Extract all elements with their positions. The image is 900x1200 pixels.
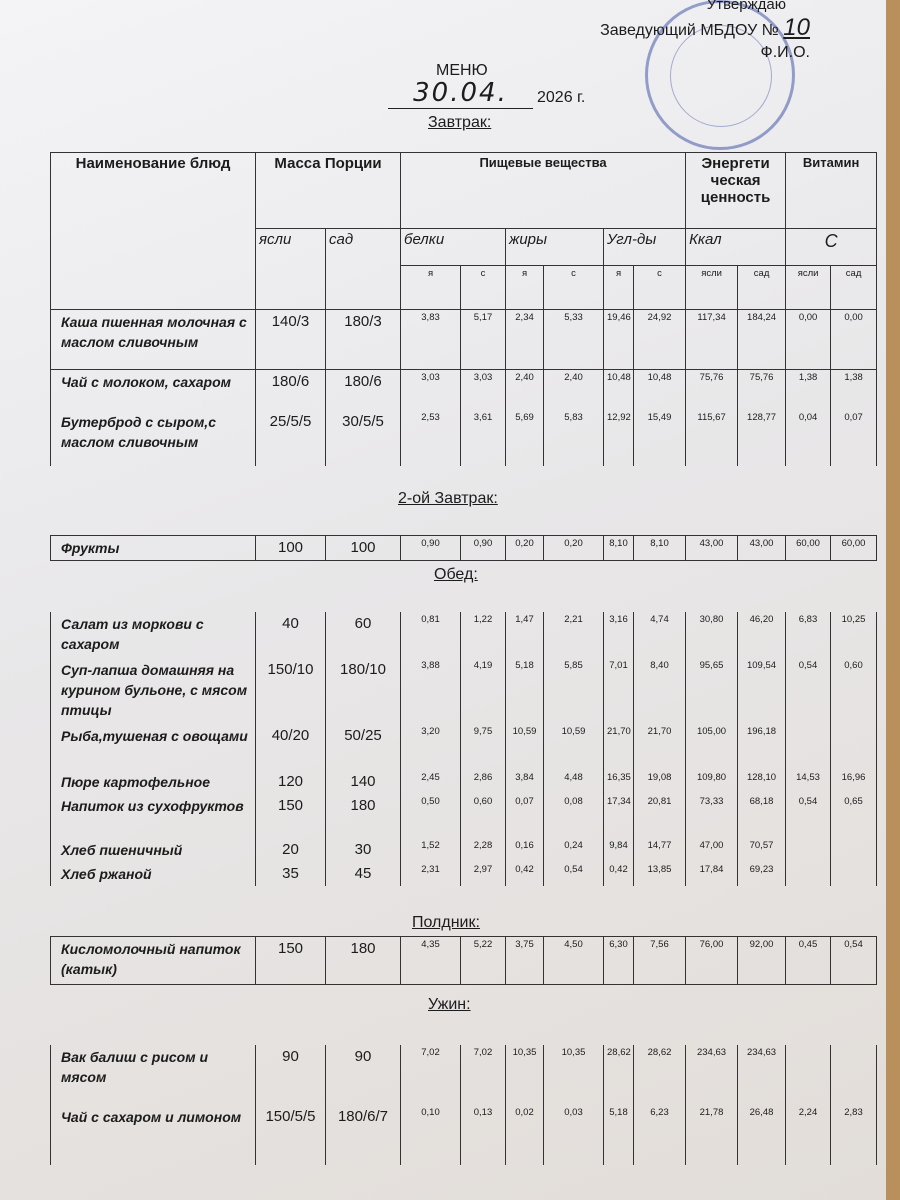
vit-c-sad bbox=[831, 862, 877, 886]
fat-s: 5,85 bbox=[544, 658, 604, 724]
carbs-ya: 28,62 bbox=[604, 1045, 634, 1105]
portion-sad: 90 bbox=[326, 1045, 401, 1105]
carbs-s: 7,56 bbox=[634, 937, 686, 985]
carbs-ya: 7,01 bbox=[604, 658, 634, 724]
fat-s: 0,54 bbox=[544, 862, 604, 886]
dish-row bbox=[51, 536, 877, 561]
portion-yasli: 120 bbox=[256, 770, 326, 794]
protein-ya: 1,52 bbox=[401, 838, 461, 862]
fat-s: 0,24 bbox=[544, 838, 604, 862]
protein-s: 3,03 bbox=[461, 370, 506, 410]
kcal-sad: 43,00 bbox=[738, 536, 786, 561]
portion-sad: 30 bbox=[326, 838, 401, 862]
menu-date: 30.04. bbox=[388, 78, 533, 109]
portion-yasli: 100 bbox=[256, 536, 326, 561]
col-header-nutrients: Пищевые вещества bbox=[401, 153, 686, 229]
dish-row bbox=[51, 770, 877, 794]
fat-s: 0,20 bbox=[544, 536, 604, 561]
carbs-ya: 12,92 bbox=[604, 410, 634, 466]
fat-ya: 0,42 bbox=[506, 862, 544, 886]
portion-sad: 45 bbox=[326, 862, 401, 886]
fat-s: 2,21 bbox=[544, 612, 604, 658]
protein-ya: 0,50 bbox=[401, 794, 461, 838]
dish-name: Бутерброд с сыром,с маслом сливочным bbox=[51, 410, 256, 466]
protein-s: 7,02 bbox=[461, 1045, 506, 1105]
portion-sad: 180 bbox=[326, 794, 401, 838]
portion-yasli: 150/5/5 bbox=[256, 1105, 326, 1165]
portion-yasli: 150 bbox=[256, 937, 326, 985]
fat-s: 4,48 bbox=[544, 770, 604, 794]
fat-s: 10,35 bbox=[544, 1045, 604, 1105]
protein-ya: 2,31 bbox=[401, 862, 461, 886]
dish-name: Салат из моркови с сахаром bbox=[51, 612, 256, 658]
vit-c-yasli bbox=[786, 838, 831, 862]
portion-yasli: 150 bbox=[256, 794, 326, 838]
dish-name: Фрукты bbox=[51, 536, 256, 561]
dish-row bbox=[51, 1045, 877, 1105]
protein-ya: 2,53 bbox=[401, 410, 461, 466]
portion-yasli: 150/10 bbox=[256, 658, 326, 724]
vit-c-yasli bbox=[786, 862, 831, 886]
col-header-kcal: Ккал bbox=[686, 229, 786, 266]
kcal-sad: 92,00 bbox=[738, 937, 786, 985]
head-line bbox=[600, 14, 810, 42]
dish-row bbox=[51, 310, 877, 370]
head-number: 10 bbox=[783, 14, 810, 41]
dish-row bbox=[51, 658, 877, 724]
kcal-sad: 109,54 bbox=[738, 658, 786, 724]
fat-ya: 0,07 bbox=[506, 794, 544, 838]
sub-ya: я bbox=[604, 266, 634, 310]
carbs-s: 13,85 bbox=[634, 862, 686, 886]
carbs-ya: 0,42 bbox=[604, 862, 634, 886]
carbs-s: 6,23 bbox=[634, 1105, 686, 1165]
kcal-yasli: 234,63 bbox=[686, 1045, 738, 1105]
protein-ya: 0,90 bbox=[401, 536, 461, 561]
carbs-s: 14,77 bbox=[634, 838, 686, 862]
meal-title-snack: Полдник: bbox=[412, 914, 480, 931]
meal-title-lunch: Обед: bbox=[434, 566, 478, 583]
dish-name: Хлеб пшеничный bbox=[51, 838, 256, 862]
kcal-yasli: 75,76 bbox=[686, 370, 738, 410]
vit-c-sad: 0,00 bbox=[831, 310, 877, 370]
sub-sad: сад bbox=[831, 266, 877, 310]
head-label: Заведующий МБДОУ № bbox=[600, 22, 779, 39]
fat-ya: 2,40 bbox=[506, 370, 544, 410]
vit-c-sad bbox=[831, 724, 877, 770]
meal-title-second-breakfast: 2-ой Завтрак: bbox=[398, 490, 498, 507]
dish-name: Чай с сахаром и лимоном bbox=[51, 1105, 256, 1165]
kcal-yasli: 17,84 bbox=[686, 862, 738, 886]
sub-s: с bbox=[544, 266, 604, 310]
kcal-yasli: 30,80 bbox=[686, 612, 738, 658]
vit-c-sad: 0,54 bbox=[831, 937, 877, 985]
kcal-yasli: 109,80 bbox=[686, 770, 738, 794]
vit-c-yasli: 14,53 bbox=[786, 770, 831, 794]
portion-sad: 180/3 bbox=[326, 310, 401, 370]
fat-ya: 10,35 bbox=[506, 1045, 544, 1105]
kcal-yasli: 43,00 bbox=[686, 536, 738, 561]
col-header-vitamin: Витамин bbox=[786, 153, 877, 229]
protein-ya: 0,10 bbox=[401, 1105, 461, 1165]
fat-s: 4,50 bbox=[544, 937, 604, 985]
col-header-yasli: ясли bbox=[256, 229, 326, 310]
fat-s: 10,59 bbox=[544, 724, 604, 770]
fat-ya: 0,20 bbox=[506, 536, 544, 561]
sub-ya: я bbox=[401, 266, 461, 310]
kcal-yasli: 95,65 bbox=[686, 658, 738, 724]
kcal-sad: 128,77 bbox=[738, 410, 786, 466]
dish-row bbox=[51, 862, 877, 886]
vit-c-yasli: 0,00 bbox=[786, 310, 831, 370]
dish-row bbox=[51, 410, 877, 466]
fat-ya: 3,84 bbox=[506, 770, 544, 794]
kcal-yasli: 47,00 bbox=[686, 838, 738, 862]
portion-yasli: 35 bbox=[256, 862, 326, 886]
dish-row bbox=[51, 1105, 877, 1165]
kcal-sad: 234,63 bbox=[738, 1045, 786, 1105]
vit-c-yasli: 1,38 bbox=[786, 370, 831, 410]
portion-sad: 180 bbox=[326, 937, 401, 985]
fat-ya: 1,47 bbox=[506, 612, 544, 658]
carbs-ya: 9,84 bbox=[604, 838, 634, 862]
sub-ya: я bbox=[506, 266, 544, 310]
protein-s: 9,75 bbox=[461, 724, 506, 770]
vit-c-sad: 0,65 bbox=[831, 794, 877, 838]
sub-yasli: ясли bbox=[686, 266, 738, 310]
col-header-carbs: Угл-ды bbox=[604, 229, 686, 266]
fat-ya: 5,18 bbox=[506, 658, 544, 724]
protein-s: 1,22 bbox=[461, 612, 506, 658]
protein-ya: 3,03 bbox=[401, 370, 461, 410]
carbs-s: 10,48 bbox=[634, 370, 686, 410]
carbs-s: 8,40 bbox=[634, 658, 686, 724]
vit-c-yasli bbox=[786, 724, 831, 770]
kcal-yasli: 117,34 bbox=[686, 310, 738, 370]
dinner-table bbox=[50, 1045, 877, 1165]
fat-ya: 3,75 bbox=[506, 937, 544, 985]
vit-c-yasli: 60,00 bbox=[786, 536, 831, 561]
fat-ya: 0,16 bbox=[506, 838, 544, 862]
protein-ya: 3,20 bbox=[401, 724, 461, 770]
breakfast-table bbox=[50, 152, 877, 466]
carbs-s: 8,10 bbox=[634, 536, 686, 561]
dish-name: Чай с молоком, сахаром bbox=[51, 370, 256, 410]
protein-s: 3,61 bbox=[461, 410, 506, 466]
protein-ya: 3,83 bbox=[401, 310, 461, 370]
protein-s: 2,28 bbox=[461, 838, 506, 862]
carbs-s: 24,92 bbox=[634, 310, 686, 370]
col-header-sad: сад bbox=[326, 229, 401, 310]
protein-s: 2,86 bbox=[461, 770, 506, 794]
kcal-yasli: 76,00 bbox=[686, 937, 738, 985]
sub-s: с bbox=[634, 266, 686, 310]
approve-label: Утверждаю bbox=[706, 0, 786, 13]
carbs-ya: 10,48 bbox=[604, 370, 634, 410]
protein-ya: 3,88 bbox=[401, 658, 461, 724]
fat-ya: 5,69 bbox=[506, 410, 544, 466]
col-header-vit-c: С bbox=[786, 229, 877, 266]
portion-yasli: 40 bbox=[256, 612, 326, 658]
dish-name: Рыба,тушеная с овощами bbox=[51, 724, 256, 770]
carbs-s: 28,62 bbox=[634, 1045, 686, 1105]
fat-ya: 0,02 bbox=[506, 1105, 544, 1165]
portion-sad: 60 bbox=[326, 612, 401, 658]
portion-yasli: 140/3 bbox=[256, 310, 326, 370]
protein-s: 5,22 bbox=[461, 937, 506, 985]
lunch-table bbox=[50, 612, 877, 886]
portion-sad: 30/5/5 bbox=[326, 410, 401, 466]
sub-yasli: ясли bbox=[786, 266, 831, 310]
portion-sad: 180/6/7 bbox=[326, 1105, 401, 1165]
fat-s: 2,40 bbox=[544, 370, 604, 410]
vit-c-sad: 60,00 bbox=[831, 536, 877, 561]
meal-title-dinner: Ужин: bbox=[428, 996, 471, 1013]
col-header-name: Наименование блюд bbox=[51, 153, 256, 310]
vit-c-sad: 2,83 bbox=[831, 1105, 877, 1165]
fat-ya: 10,59 bbox=[506, 724, 544, 770]
dish-name: Напиток из сухофруктов bbox=[51, 794, 256, 838]
kcal-sad: 70,57 bbox=[738, 838, 786, 862]
fat-ya: 2,34 bbox=[506, 310, 544, 370]
dish-name: Кисломолочный напиток (катык) bbox=[51, 937, 256, 985]
vit-c-sad: 10,25 bbox=[831, 612, 877, 658]
kcal-sad: 26,48 bbox=[738, 1105, 786, 1165]
dish-name: Вак балиш с рисом и мясом bbox=[51, 1045, 256, 1105]
carbs-s: 4,74 bbox=[634, 612, 686, 658]
vit-c-yasli bbox=[786, 1045, 831, 1105]
carbs-s: 20,81 bbox=[634, 794, 686, 838]
portion-sad: 180/10 bbox=[326, 658, 401, 724]
kcal-sad: 75,76 bbox=[738, 370, 786, 410]
fat-s: 5,83 bbox=[544, 410, 604, 466]
menu-year: 2026 г. bbox=[537, 89, 586, 106]
second-breakfast-table bbox=[50, 535, 877, 561]
carbs-ya: 8,10 bbox=[604, 536, 634, 561]
protein-s: 4,19 bbox=[461, 658, 506, 724]
dish-row bbox=[51, 937, 877, 985]
protein-ya: 4,35 bbox=[401, 937, 461, 985]
vit-c-yasli: 0,54 bbox=[786, 794, 831, 838]
dish-row bbox=[51, 724, 877, 770]
kcal-yasli: 115,67 bbox=[686, 410, 738, 466]
dish-row bbox=[51, 794, 877, 838]
kcal-sad: 196,18 bbox=[738, 724, 786, 770]
carbs-s: 21,70 bbox=[634, 724, 686, 770]
portion-yasli: 20 bbox=[256, 838, 326, 862]
protein-s: 5,17 bbox=[461, 310, 506, 370]
kcal-yasli: 21,78 bbox=[686, 1105, 738, 1165]
protein-ya: 2,45 bbox=[401, 770, 461, 794]
vit-c-yasli: 0,04 bbox=[786, 410, 831, 466]
dish-name: Хлеб ржаной bbox=[51, 862, 256, 886]
portion-sad: 100 bbox=[326, 536, 401, 561]
vit-c-yasli: 6,83 bbox=[786, 612, 831, 658]
fio-label: Ф.И.О. bbox=[760, 44, 810, 61]
carbs-ya: 6,30 bbox=[604, 937, 634, 985]
protein-ya: 7,02 bbox=[401, 1045, 461, 1105]
dish-row bbox=[51, 370, 877, 410]
sub-s: с bbox=[461, 266, 506, 310]
dish-row bbox=[51, 838, 877, 862]
carbs-ya: 17,34 bbox=[604, 794, 634, 838]
fat-s: 0,03 bbox=[544, 1105, 604, 1165]
carbs-s: 15,49 bbox=[634, 410, 686, 466]
kcal-sad: 68,18 bbox=[738, 794, 786, 838]
portion-sad: 50/25 bbox=[326, 724, 401, 770]
protein-s: 0,90 bbox=[461, 536, 506, 561]
carbs-ya: 16,35 bbox=[604, 770, 634, 794]
portion-yasli: 90 bbox=[256, 1045, 326, 1105]
dish-row bbox=[51, 612, 877, 658]
kcal-sad: 69,23 bbox=[738, 862, 786, 886]
portion-yasli: 25/5/5 bbox=[256, 410, 326, 466]
vit-c-sad bbox=[831, 838, 877, 862]
col-header-energy: Энергети ческая ценность bbox=[686, 153, 786, 229]
kcal-yasli: 105,00 bbox=[686, 724, 738, 770]
vit-c-sad: 16,96 bbox=[831, 770, 877, 794]
carbs-ya: 5,18 bbox=[604, 1105, 634, 1165]
vit-c-yasli: 0,54 bbox=[786, 658, 831, 724]
kcal-sad: 46,20 bbox=[738, 612, 786, 658]
vit-c-yasli: 2,24 bbox=[786, 1105, 831, 1165]
dish-name: Каша пшенная молочная с маслом сливочным bbox=[51, 310, 256, 370]
vit-c-sad: 0,07 bbox=[831, 410, 877, 466]
carbs-ya: 19,46 bbox=[604, 310, 634, 370]
vit-c-yasli: 0,45 bbox=[786, 937, 831, 985]
protein-s: 2,97 bbox=[461, 862, 506, 886]
protein-s: 0,13 bbox=[461, 1105, 506, 1165]
portion-yasli: 180/6 bbox=[256, 370, 326, 410]
meal-title-breakfast: Завтрак: bbox=[428, 114, 492, 131]
vit-c-sad: 1,38 bbox=[831, 370, 877, 410]
carbs-ya: 3,16 bbox=[604, 612, 634, 658]
portion-sad: 180/6 bbox=[326, 370, 401, 410]
fat-s: 0,08 bbox=[544, 794, 604, 838]
fat-s: 5,33 bbox=[544, 310, 604, 370]
dish-name: Суп-лапша домашняя на курином бульоне, с мясом птицы bbox=[51, 658, 256, 724]
col-header-protein: белки bbox=[401, 229, 506, 266]
carbs-s: 19,08 bbox=[634, 770, 686, 794]
dish-name: Пюре картофельное bbox=[51, 770, 256, 794]
col-header-fat: жиры bbox=[506, 229, 604, 266]
col-header-mass: Масса Порции bbox=[256, 153, 401, 229]
vit-c-sad bbox=[831, 1045, 877, 1105]
sub-sad: сад bbox=[738, 266, 786, 310]
vit-c-sad: 0,60 bbox=[831, 658, 877, 724]
carbs-ya: 21,70 bbox=[604, 724, 634, 770]
portion-yasli: 40/20 bbox=[256, 724, 326, 770]
kcal-sad: 184,24 bbox=[738, 310, 786, 370]
menu-title: МЕНЮ bbox=[436, 62, 488, 79]
protein-s: 0,60 bbox=[461, 794, 506, 838]
kcal-sad: 128,10 bbox=[738, 770, 786, 794]
snack-table bbox=[50, 936, 877, 985]
protein-ya: 0,81 bbox=[401, 612, 461, 658]
portion-sad: 140 bbox=[326, 770, 401, 794]
kcal-yasli: 73,33 bbox=[686, 794, 738, 838]
